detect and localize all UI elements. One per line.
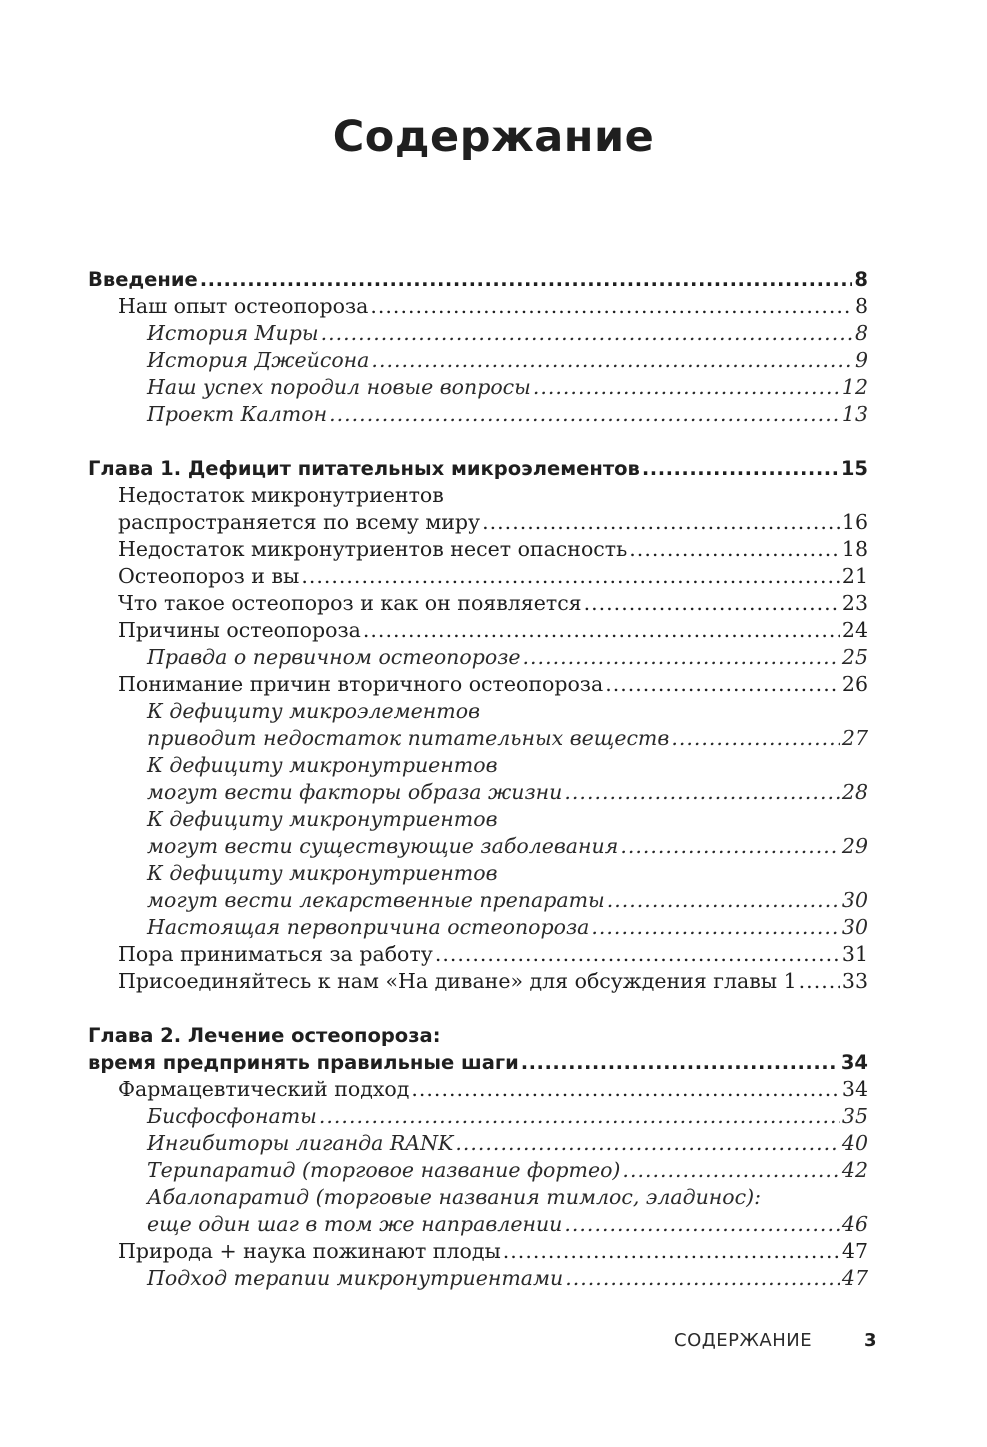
toc-entry-text: Причины остеопороза (118, 618, 361, 642)
toc-entry-text: Бисфосфонаты (147, 1104, 317, 1128)
toc-entry-continued-line[interactable] (88, 482, 868, 509)
dot-leader (455, 1130, 840, 1157)
section-gap (88, 428, 868, 455)
toc-entry[interactable] (88, 617, 868, 644)
toc-page-number: 24 (841, 618, 868, 642)
dot-leader (584, 590, 840, 617)
toc-entry-text: Фармацевтический подход (118, 1077, 410, 1101)
toc-entry-text: Природа + наука пожинают плоды (118, 1239, 501, 1263)
toc-chapter-entry[interactable] (88, 266, 868, 293)
toc-entry-continued-line[interactable] (88, 1022, 868, 1049)
toc-entry[interactable] (88, 1265, 868, 1292)
toc-entry[interactable] (88, 968, 868, 995)
toc-page-number: 33 (841, 969, 868, 993)
section-gap (88, 995, 868, 1022)
toc-entry[interactable] (88, 1130, 868, 1157)
dot-leader (799, 968, 840, 995)
toc-entry-text: Недостаток микронутриентов (118, 483, 444, 507)
toc-entry-text: Остеопороз и вы (118, 564, 300, 588)
toc-entry-text: Правда о первичном остеопорозе (147, 645, 521, 669)
toc-entry[interactable] (88, 509, 868, 536)
toc-page-number: 31 (841, 942, 868, 966)
toc-page-number: 18 (841, 537, 868, 561)
toc-entry-text: время предпринять правильные шаги (88, 1051, 519, 1074)
toc-entry[interactable] (88, 671, 868, 698)
toc-entry-text: К дефициту микронутриентов (147, 753, 498, 777)
toc-entry-continued-line[interactable] (88, 860, 868, 887)
dot-leader (523, 644, 840, 671)
toc-page-number: 46 (841, 1212, 868, 1236)
toc-entry-text: Присоединяйтесь к нам «На диване» для обсуждения главы 1 (118, 969, 797, 993)
toc-page-number: 34 (840, 1051, 868, 1074)
dot-leader (363, 617, 840, 644)
page-title: Содержание (332, 112, 655, 162)
toc-page-number: 34 (841, 1077, 868, 1101)
dot-leader (301, 563, 840, 590)
dot-leader (200, 266, 853, 293)
toc-page-number: 23 (841, 591, 868, 615)
dot-leader (521, 1049, 839, 1076)
toc-entry-text: Недостаток микронутриентов несет опасность (118, 537, 628, 561)
toc-entry-text: Понимание причин вторичного остеопороза (118, 672, 604, 696)
toc-entry[interactable] (88, 644, 868, 671)
dot-leader (370, 293, 853, 320)
toc-entry-text: История Джейсона (147, 348, 370, 372)
toc-entry-text: Что такое остеопороз и как он появляется (118, 591, 582, 615)
toc-entry-text: Ингибиторы лиганда RANK (147, 1131, 454, 1155)
toc-page-number: 47 (841, 1266, 868, 1290)
toc-entry-text: Настоящая первопричина остеопороза (147, 915, 590, 939)
toc-entry[interactable] (88, 347, 868, 374)
toc-page-number: 28 (841, 780, 868, 804)
toc-page-number: 30 (841, 888, 868, 912)
toc-page-number: 21 (841, 564, 868, 588)
dot-leader (411, 1076, 840, 1103)
toc-entry-text: Наш опыт остеопороза (118, 294, 369, 318)
toc-chapter-entry[interactable] (88, 455, 868, 482)
toc-entry[interactable] (88, 941, 868, 968)
toc-entry-text: История Миры (147, 321, 319, 345)
toc-entry[interactable] (88, 1076, 868, 1103)
toc-entry[interactable] (88, 590, 868, 617)
toc-entry-continued-line[interactable] (88, 752, 868, 779)
toc-entry-text: Проект Калтон (147, 402, 328, 426)
toc-entry[interactable] (88, 887, 868, 914)
toc-entry[interactable] (88, 725, 868, 752)
dot-leader (321, 320, 853, 347)
toc-entry-text: еще один шаг в том же направлении (147, 1212, 563, 1236)
toc-entry-text: могут вести существующие заболевания (147, 834, 619, 858)
toc-page-number: 40 (841, 1131, 868, 1155)
toc-entry-text: К дефициту микронутриентов (147, 861, 498, 885)
toc-entry-text: Терипаратид (торговое название фортео) (147, 1158, 621, 1182)
toc-page-number: 42 (841, 1158, 868, 1182)
toc-page-number: 35 (841, 1104, 868, 1128)
toc-entry[interactable] (88, 401, 868, 428)
toc-page-number: 47 (841, 1239, 868, 1263)
toc-entry-continued-line[interactable] (88, 1184, 868, 1211)
toc-entry[interactable] (88, 779, 868, 806)
dot-leader (371, 347, 853, 374)
toc-entry-text: могут вести лекарственные препараты (147, 888, 605, 912)
toc-entry[interactable] (88, 1211, 868, 1238)
toc-page-number: 16 (841, 510, 868, 534)
running-header: СОДЕРЖАНИЕ (674, 1330, 813, 1351)
toc-page-number: 8 (854, 268, 868, 291)
dot-leader (435, 941, 840, 968)
dot-leader (565, 1265, 840, 1292)
dot-leader (607, 887, 840, 914)
toc-page-number: 29 (841, 834, 868, 858)
dot-leader (503, 1238, 840, 1265)
toc-page-number: 12 (841, 375, 868, 399)
toc-entry-text: Абалопаратид (торговые названия тимлос, эладинос): (147, 1185, 762, 1209)
dot-leader (564, 779, 840, 806)
dot-leader (671, 725, 840, 752)
toc-entry-text: приводит недостаток питательных веществ (147, 726, 670, 750)
toc-entry-text: распространяется по всему миру (118, 510, 481, 534)
dot-leader (620, 833, 840, 860)
toc-page-number: 13 (841, 402, 868, 426)
toc-entry-text: Подход терапии микронутриентами (147, 1266, 564, 1290)
toc-entry-continued-line[interactable] (88, 698, 868, 725)
toc-page-number: 25 (841, 645, 868, 669)
toc-entry-text: К дефициту микроэлементов (147, 699, 481, 723)
dot-leader (622, 1157, 839, 1184)
dot-leader (482, 509, 840, 536)
dot-leader (564, 1211, 840, 1238)
toc-entry[interactable] (88, 1238, 868, 1265)
toc-page-number: 30 (841, 915, 868, 939)
toc-entry-text: Наш успех породил новые вопросы (147, 375, 531, 399)
dot-leader (629, 536, 840, 563)
table-of-contents (88, 266, 868, 1292)
toc-entry[interactable] (88, 293, 868, 320)
toc-entry-text: Введение (88, 268, 198, 291)
toc-entry[interactable] (88, 374, 868, 401)
toc-entry[interactable] (88, 536, 868, 563)
toc-page-number: 9 (854, 348, 868, 372)
toc-entry[interactable] (88, 1103, 868, 1130)
toc-entry-text: Глава 2. Лечение остеопороза: (88, 1024, 441, 1047)
toc-entry[interactable] (88, 914, 868, 941)
toc-entry-text: могут вести факторы образа жизни (147, 780, 563, 804)
dot-leader (329, 401, 840, 428)
toc-entry[interactable] (88, 320, 868, 347)
toc-entry-text: К дефициту микронутриентов (147, 807, 498, 831)
toc-page-number: 8 (854, 294, 868, 318)
toc-page-number: 26 (841, 672, 868, 696)
toc-page-number: 27 (841, 726, 868, 750)
dot-leader (591, 914, 840, 941)
dot-leader (533, 374, 840, 401)
dot-leader (642, 455, 839, 482)
toc-entry[interactable] (88, 833, 868, 860)
toc-page-number: 15 (840, 457, 868, 480)
toc-entry[interactable] (88, 1157, 868, 1184)
toc-entry[interactable] (88, 563, 868, 590)
page-number: 3 (864, 1330, 877, 1351)
toc-entry-text: Пора приниматься за работу (118, 942, 433, 966)
toc-page-number: 8 (854, 321, 868, 345)
toc-entry-continued-line[interactable] (88, 806, 868, 833)
dot-leader (319, 1103, 840, 1130)
dot-leader (605, 671, 840, 698)
toc-chapter-entry[interactable] (88, 1049, 868, 1076)
toc-entry-text: Глава 1. Дефицит питательных микроэлементов (88, 457, 640, 480)
